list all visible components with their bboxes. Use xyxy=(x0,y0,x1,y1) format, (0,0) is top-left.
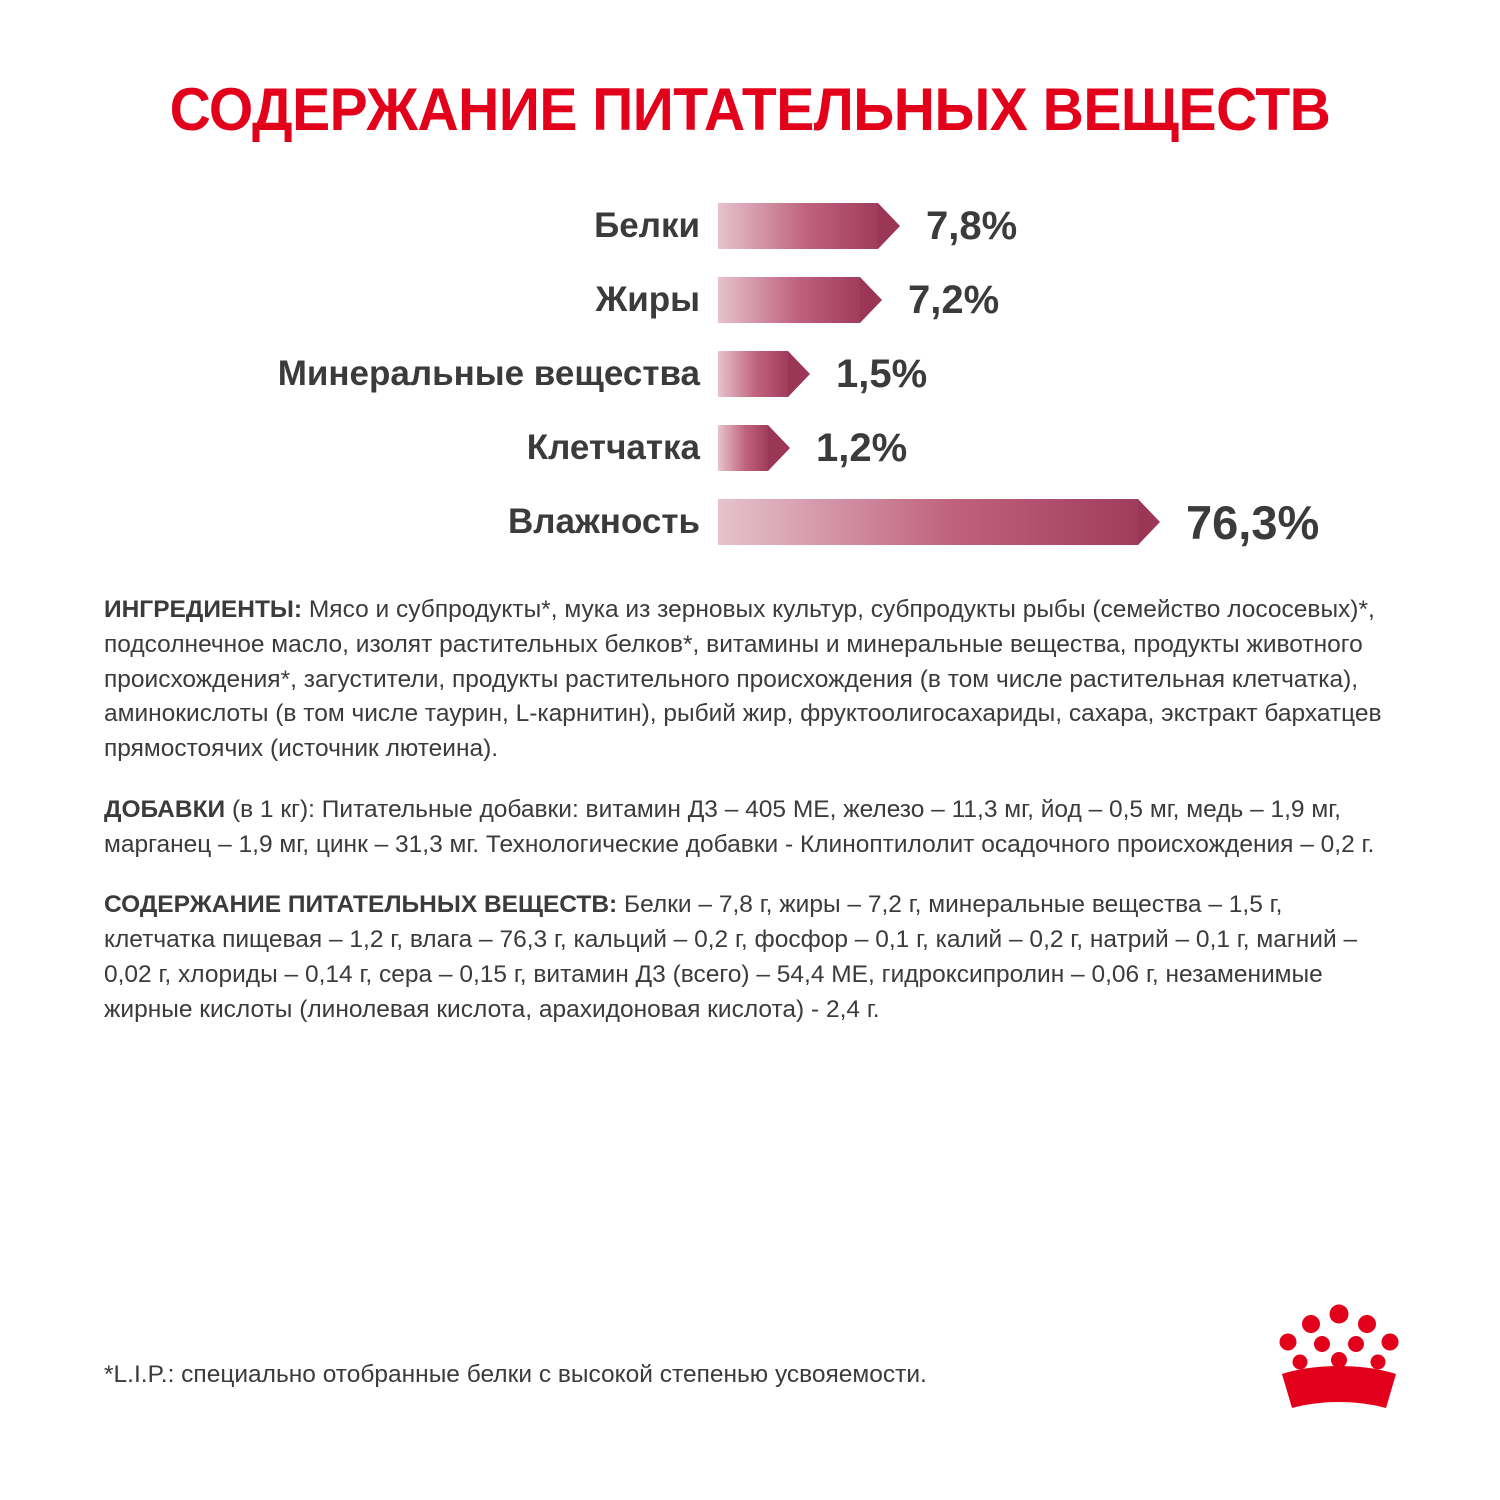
chart-bar-arrow-tip xyxy=(1138,499,1160,545)
chart-row-value: 1,5% xyxy=(836,351,928,396)
chart-row xyxy=(100,411,1400,485)
chart-bar-body xyxy=(718,499,1138,545)
chart-bar-wrap xyxy=(718,202,878,250)
chart-bar-wrap xyxy=(718,424,768,472)
chart-bar-arrow-tip xyxy=(788,351,810,397)
chart-row xyxy=(100,485,1400,559)
chart-bar-arrow-tip xyxy=(860,277,882,323)
chart-bar-wrap xyxy=(718,498,1138,546)
chart-row-label: Жиры xyxy=(595,280,700,319)
chart-row-value: 7,2% xyxy=(908,277,1000,322)
page-title: СОДЕРЖАНИЕ ПИТАТЕЛЬНЫХ ВЕЩЕСТВ xyxy=(169,76,1331,143)
chart-bar xyxy=(718,351,788,397)
additives-paragraph xyxy=(104,793,1396,863)
chart-row-value: 1,2% xyxy=(816,425,908,470)
analysis-text: Белки – 7,8 г, жиры – 7,2 г, минеральные вещества – 1,5 г, клетчатка пищевая – 1,2 г, влага – 76,3 г, кальций – 0,2 г, фосфор – 0,1 г, калий – 0,2 г, натрий – 0,1 г, магний – 0,02 г, хлориды – 0,14 г, сера – 0,15 г, витамин Д3 (всего) – 54,4 МЕ, гидроксипролин – 0,06 г, незаменимые жирные кислоты (линолевая кислота, арахидоновая кислота) - 2,4 г. xyxy=(104,891,1358,1023)
chart-bar-arrow-tip xyxy=(878,203,900,249)
chart-row-value: 76,3% xyxy=(1186,495,1320,549)
additives-heading: ДОБАВКИ xyxy=(104,795,226,823)
chart-row-label: Белки xyxy=(594,206,700,245)
chart-bar-wrap xyxy=(718,276,860,324)
nutrient-bar-chart xyxy=(0,189,1500,559)
chart-bar-body xyxy=(718,425,768,471)
chart-row xyxy=(100,263,1400,337)
royal-canin-crown-logo xyxy=(1274,1304,1404,1422)
chart-bar-body xyxy=(718,351,788,397)
chart-bar xyxy=(718,203,878,249)
additives-text: Питательные добавки: витамин Д3 – 405 МЕ, железо – 11,3 мг, йод – 0,5 мг, медь – 1,9 мг, марганец – 1,9 мг, цинк – 31,3 мг. Технологические добавки - Клиноптилолит осадочного происхождения – 0,2 г. xyxy=(104,795,1375,858)
chart-row xyxy=(100,189,1400,263)
chart-bar-body xyxy=(718,277,860,323)
lip-footnote: *L.I.P.: специально отобранные белки с высокой степенью усвояемости. xyxy=(104,1360,927,1388)
chart-row-label: Клетчатка xyxy=(526,428,700,467)
analysis-heading: СОДЕРЖАНИЕ ПИТАТЕЛЬНЫХ ВЕЩЕСТВ: xyxy=(104,891,618,919)
ingredients-text: Мясо и субпродукты*, мука из зерновых культур, субпродукты рыбы (семейство лососевых)*, подсолнечное масло, изолят растительных белков*, витамины и минеральные вещества, продукты животного происхождения*, загустители, продукты растительного происхождения (в том числе растительная клетчатка), аминокислоты (в том числе таурин, L-карнитин), рыбий жир, фруктоолигосахариды, сахара, экстракт бархатцев прямостоячих (источник лютеина). xyxy=(104,596,1382,763)
chart-row-label: Влажность xyxy=(508,502,700,541)
chart-row-label: Минеральные вещества xyxy=(277,354,700,393)
nutrition-text-content xyxy=(0,559,1500,1028)
ingredients-paragraph xyxy=(104,593,1396,767)
chart-bar-arrow-tip xyxy=(768,425,790,471)
chart-row-value: 7,8% xyxy=(926,203,1018,248)
chart-row xyxy=(100,337,1400,411)
chart-bar-body xyxy=(718,203,878,249)
chart-bar xyxy=(718,277,860,323)
additives-heading-rest: (в 1 кг): xyxy=(225,795,315,823)
chart-bar xyxy=(718,425,768,471)
analysis-paragraph xyxy=(104,888,1396,1027)
chart-bar xyxy=(718,499,1138,545)
chart-bar-wrap xyxy=(718,350,788,398)
ingredients-heading: ИНГРЕДИЕНТЫ: xyxy=(104,596,303,623)
